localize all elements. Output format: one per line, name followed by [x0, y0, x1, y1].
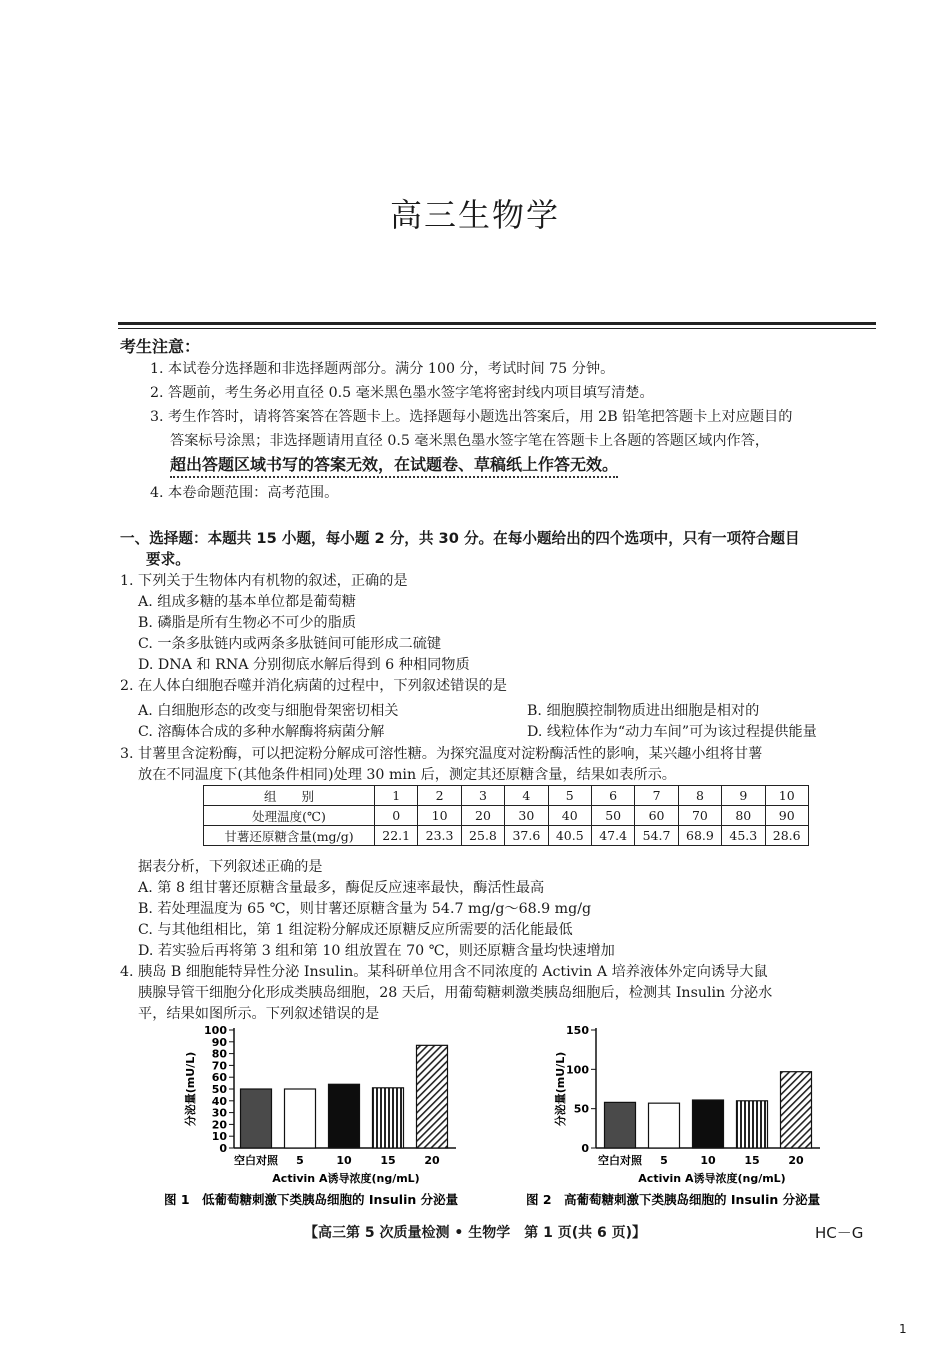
- table-cell: 70: [678, 806, 721, 826]
- table-cell: 3: [461, 786, 504, 806]
- q4-stem-1: 4. 胰岛 B 细胞能特异性分泌 Insulin。某科研单位用含不同浓度的 Activin A 培养液体外定向诱导大鼠: [120, 964, 768, 980]
- bar: [649, 1103, 680, 1148]
- q2-stem: 2. 在人体白细胞吞噬并消化病菌的过程中，下列叙述错误的是: [120, 678, 507, 694]
- bar: [373, 1088, 404, 1148]
- x-tick-label: 5: [296, 1154, 304, 1167]
- table-cell: 5: [548, 786, 591, 806]
- notice-emphasis-text: 超出答题区域书写的答案无效，在试题卷、草稿纸上作答无效。: [170, 455, 618, 478]
- y-tick-label: 10: [211, 1130, 227, 1144]
- bar: [329, 1084, 360, 1148]
- y-tick-label: 50: [211, 1083, 227, 1096]
- paper-title: 高三生物学: [389, 196, 560, 234]
- x-tick-label: 5: [660, 1154, 668, 1167]
- y-tick-label: 60: [211, 1071, 227, 1085]
- table-cell: 1: [375, 786, 418, 806]
- table-row-sugar: [204, 826, 809, 846]
- q3-stem-2: 放在不同温度下(其他条件相同)处理 30 min 后，测定其还原糖含量，结果如表所示。: [138, 767, 676, 783]
- q4-stem-3: 平，结果如图所示。下列叙述错误的是: [138, 1006, 380, 1022]
- table-cell: 10: [418, 806, 461, 826]
- q2-option-c: C. 溶酶体合成的多种水解酶将病菌分解: [138, 724, 385, 740]
- table-cell: 28.6: [765, 826, 808, 846]
- table-cell: 40.5: [548, 826, 591, 846]
- table-cell: 8: [678, 786, 721, 806]
- table-cell: 45.3: [722, 826, 765, 846]
- y-tick-label: 100: [204, 1024, 227, 1037]
- y-tick-label: 80: [211, 1047, 227, 1061]
- q1-stem: 1. 下列关于生物体内有机物的叙述，正确的是: [120, 573, 408, 589]
- y-axis-label: 分泌量(mU/L): [184, 1051, 197, 1127]
- y-tick-label: 150: [566, 1024, 589, 1037]
- table-cell: 50: [591, 806, 634, 826]
- q2-option-d: D. 线粒体作为“动力车间”可为该过程提供能量: [527, 724, 817, 740]
- bar: [737, 1101, 768, 1148]
- y-tick-label: 30: [211, 1106, 227, 1120]
- bar: [605, 1102, 636, 1148]
- table-cell: 4: [505, 786, 548, 806]
- q3-option-d: D. 若实验后再将第 3 组和第 10 组放置在 70 ℃，则还原糖含量均快速增加: [138, 943, 615, 959]
- page-corner-number: 1: [899, 1322, 907, 1336]
- page-footer: 【高三第 5 次质量检测 • 生物学 第 1 页(共 6 页)】: [304, 1225, 646, 1241]
- table-row-temps: [204, 806, 809, 826]
- y-tick-label: 0: [219, 1142, 227, 1155]
- notice-item-1: 1. 本试卷分选择题和非选择题两部分。满分 100 分，考试时间 75 分钟。: [150, 361, 615, 377]
- y-tick-label: 50: [573, 1102, 589, 1116]
- x-tick-label: 空白对照: [598, 1154, 642, 1167]
- q4-stem-2: 胰腺导管干细胞分化形成类胰岛细胞，28 天后，用葡萄糖刺激类胰岛细胞后，检测其 Insulin 分泌水: [138, 985, 773, 1001]
- table-cell: 37.6: [505, 826, 548, 846]
- q3-option-b: B. 若处理温度为 65 ℃，则甘薯还原糖含量为 54.7 mg/g～68.9 mg/g: [138, 901, 592, 917]
- table-cell: 90: [765, 806, 808, 826]
- section1-heading: 一、选择题：本题共 15 小题，每小题 2 分，共 30 分。在每小题给出的四个选项中，只有一项符合题目: [120, 530, 800, 547]
- table-cell: 25.8: [461, 826, 504, 846]
- bar: [241, 1089, 272, 1148]
- table-cell: 6: [591, 786, 634, 806]
- figure-1-chart: [160, 1022, 510, 1222]
- bar: [417, 1045, 448, 1148]
- notice-item-3: 3. 考生作答时，请将答案答在答题卡上。选择题每小题选出答案后，用 2B 铅笔把答题卡上对应题目的: [150, 409, 793, 425]
- x-tick-label: 15: [380, 1154, 396, 1167]
- x-axis-label: Activin A诱导浓度(ng/mL): [638, 1172, 786, 1185]
- figure-caption: 图 2 高葡萄糖刺激下类胰岛细胞的 Insulin 分泌量: [526, 1192, 821, 1207]
- x-tick-label: 20: [788, 1154, 804, 1167]
- x-tick-label: 15: [744, 1154, 760, 1167]
- x-tick-label: 空白对照: [234, 1154, 278, 1167]
- x-axis-label: Activin A诱导浓度(ng/mL): [272, 1172, 420, 1185]
- table-cell: 23.3: [418, 826, 461, 846]
- table-cell: 80: [722, 806, 765, 826]
- header-rule-thin: [118, 328, 876, 329]
- y-tick-label: 20: [211, 1118, 227, 1132]
- table-cell: 7: [635, 786, 678, 806]
- q1-option-b: B. 磷脂是所有生物必不可少的脂质: [138, 615, 357, 631]
- q2-option-a: A. 白细胞形态的改变与细胞骨架密切相关: [138, 703, 399, 719]
- table-row-label: 甘薯还原糖含量(mg/g): [204, 826, 375, 846]
- table-cell: 30: [505, 806, 548, 826]
- y-tick-label: 0: [581, 1142, 589, 1155]
- table-cell: 20: [461, 806, 504, 826]
- table-cell: 2: [418, 786, 461, 806]
- q3-option-a: A. 第 8 组甘薯还原糖含量最多，酶促反应速率最快，酶活性最高: [138, 880, 545, 896]
- bar: [781, 1072, 812, 1148]
- table-cell: 22.1: [375, 826, 418, 846]
- y-tick-label: 90: [211, 1035, 227, 1049]
- notice-item-2: 2. 答题前，考生务必用直径 0.5 毫米黑色墨水签字笔将密封线内项目填写清楚。: [150, 385, 654, 401]
- table-cell: 47.4: [591, 826, 634, 846]
- figure-2-chart: [520, 1022, 870, 1222]
- x-tick-label: 20: [424, 1154, 440, 1167]
- bar: [285, 1089, 316, 1148]
- table-cell: 40: [548, 806, 591, 826]
- figure-caption: 图 1 低葡萄糖刺激下类胰岛细胞的 Insulin 分泌量: [164, 1192, 459, 1207]
- table-cell: 9: [722, 786, 765, 806]
- notice-item-3-emphasis: [170, 452, 618, 475]
- table-row-groups: [204, 786, 809, 806]
- header-rule-thick: [118, 322, 876, 325]
- y-tick-label: 100: [566, 1063, 589, 1077]
- table-row-label: 组 别: [204, 786, 375, 806]
- x-tick-label: 10: [336, 1154, 352, 1167]
- table-cell: 60: [635, 806, 678, 826]
- table-cell: 0: [375, 806, 418, 826]
- q1-option-a: A. 组成多糖的基本单位都是葡萄糖: [138, 594, 356, 610]
- table-row-label: 处理温度(℃): [204, 806, 375, 826]
- bar: [693, 1100, 724, 1148]
- notice-heading: 考生注意：: [120, 337, 201, 356]
- y-axis-label: 分泌量(mU/L): [554, 1051, 567, 1127]
- q3-stem-1: 3. 甘薯里含淀粉酶，可以把淀粉分解成可溶性糖。为探究温度对淀粉酶活性的影响，某兴趣小组将甘薯: [120, 746, 763, 762]
- table-cell: 54.7: [635, 826, 678, 846]
- notice-item-4: 4. 本卷命题范围：高考范围。: [150, 485, 339, 501]
- y-tick-label: 40: [211, 1094, 227, 1108]
- q2-option-b: B. 细胞膜控制物质进出细胞是相对的: [527, 703, 760, 719]
- section1-heading-cont: 要求。: [146, 551, 190, 568]
- q3-lead: 据表分析，下列叙述正确的是: [138, 859, 323, 875]
- table-cell: 10: [765, 786, 808, 806]
- table-cell: 68.9: [678, 826, 721, 846]
- x-tick-label: 10: [700, 1154, 716, 1167]
- q3-option-c: C. 与其他组相比，第 1 组淀粉分解成还原糖反应所需要的活化能最低: [138, 922, 573, 938]
- notice-item-3-cont: 答案标号涂黑；非选择题请用直径 0.5 毫米黑色墨水签字笔在答题卡上各题的答题区域内作答，: [170, 433, 770, 449]
- q1-option-c: C. 一条多肽链内或两条多肽链间可能形成二硫键: [138, 636, 442, 652]
- paper-code: HC－G: [815, 1224, 864, 1242]
- q3-data-table: [203, 785, 809, 846]
- q1-option-d: D. DNA 和 RNA 分别彻底水解后得到 6 种相同物质: [138, 657, 470, 673]
- y-tick-label: 70: [211, 1059, 227, 1073]
